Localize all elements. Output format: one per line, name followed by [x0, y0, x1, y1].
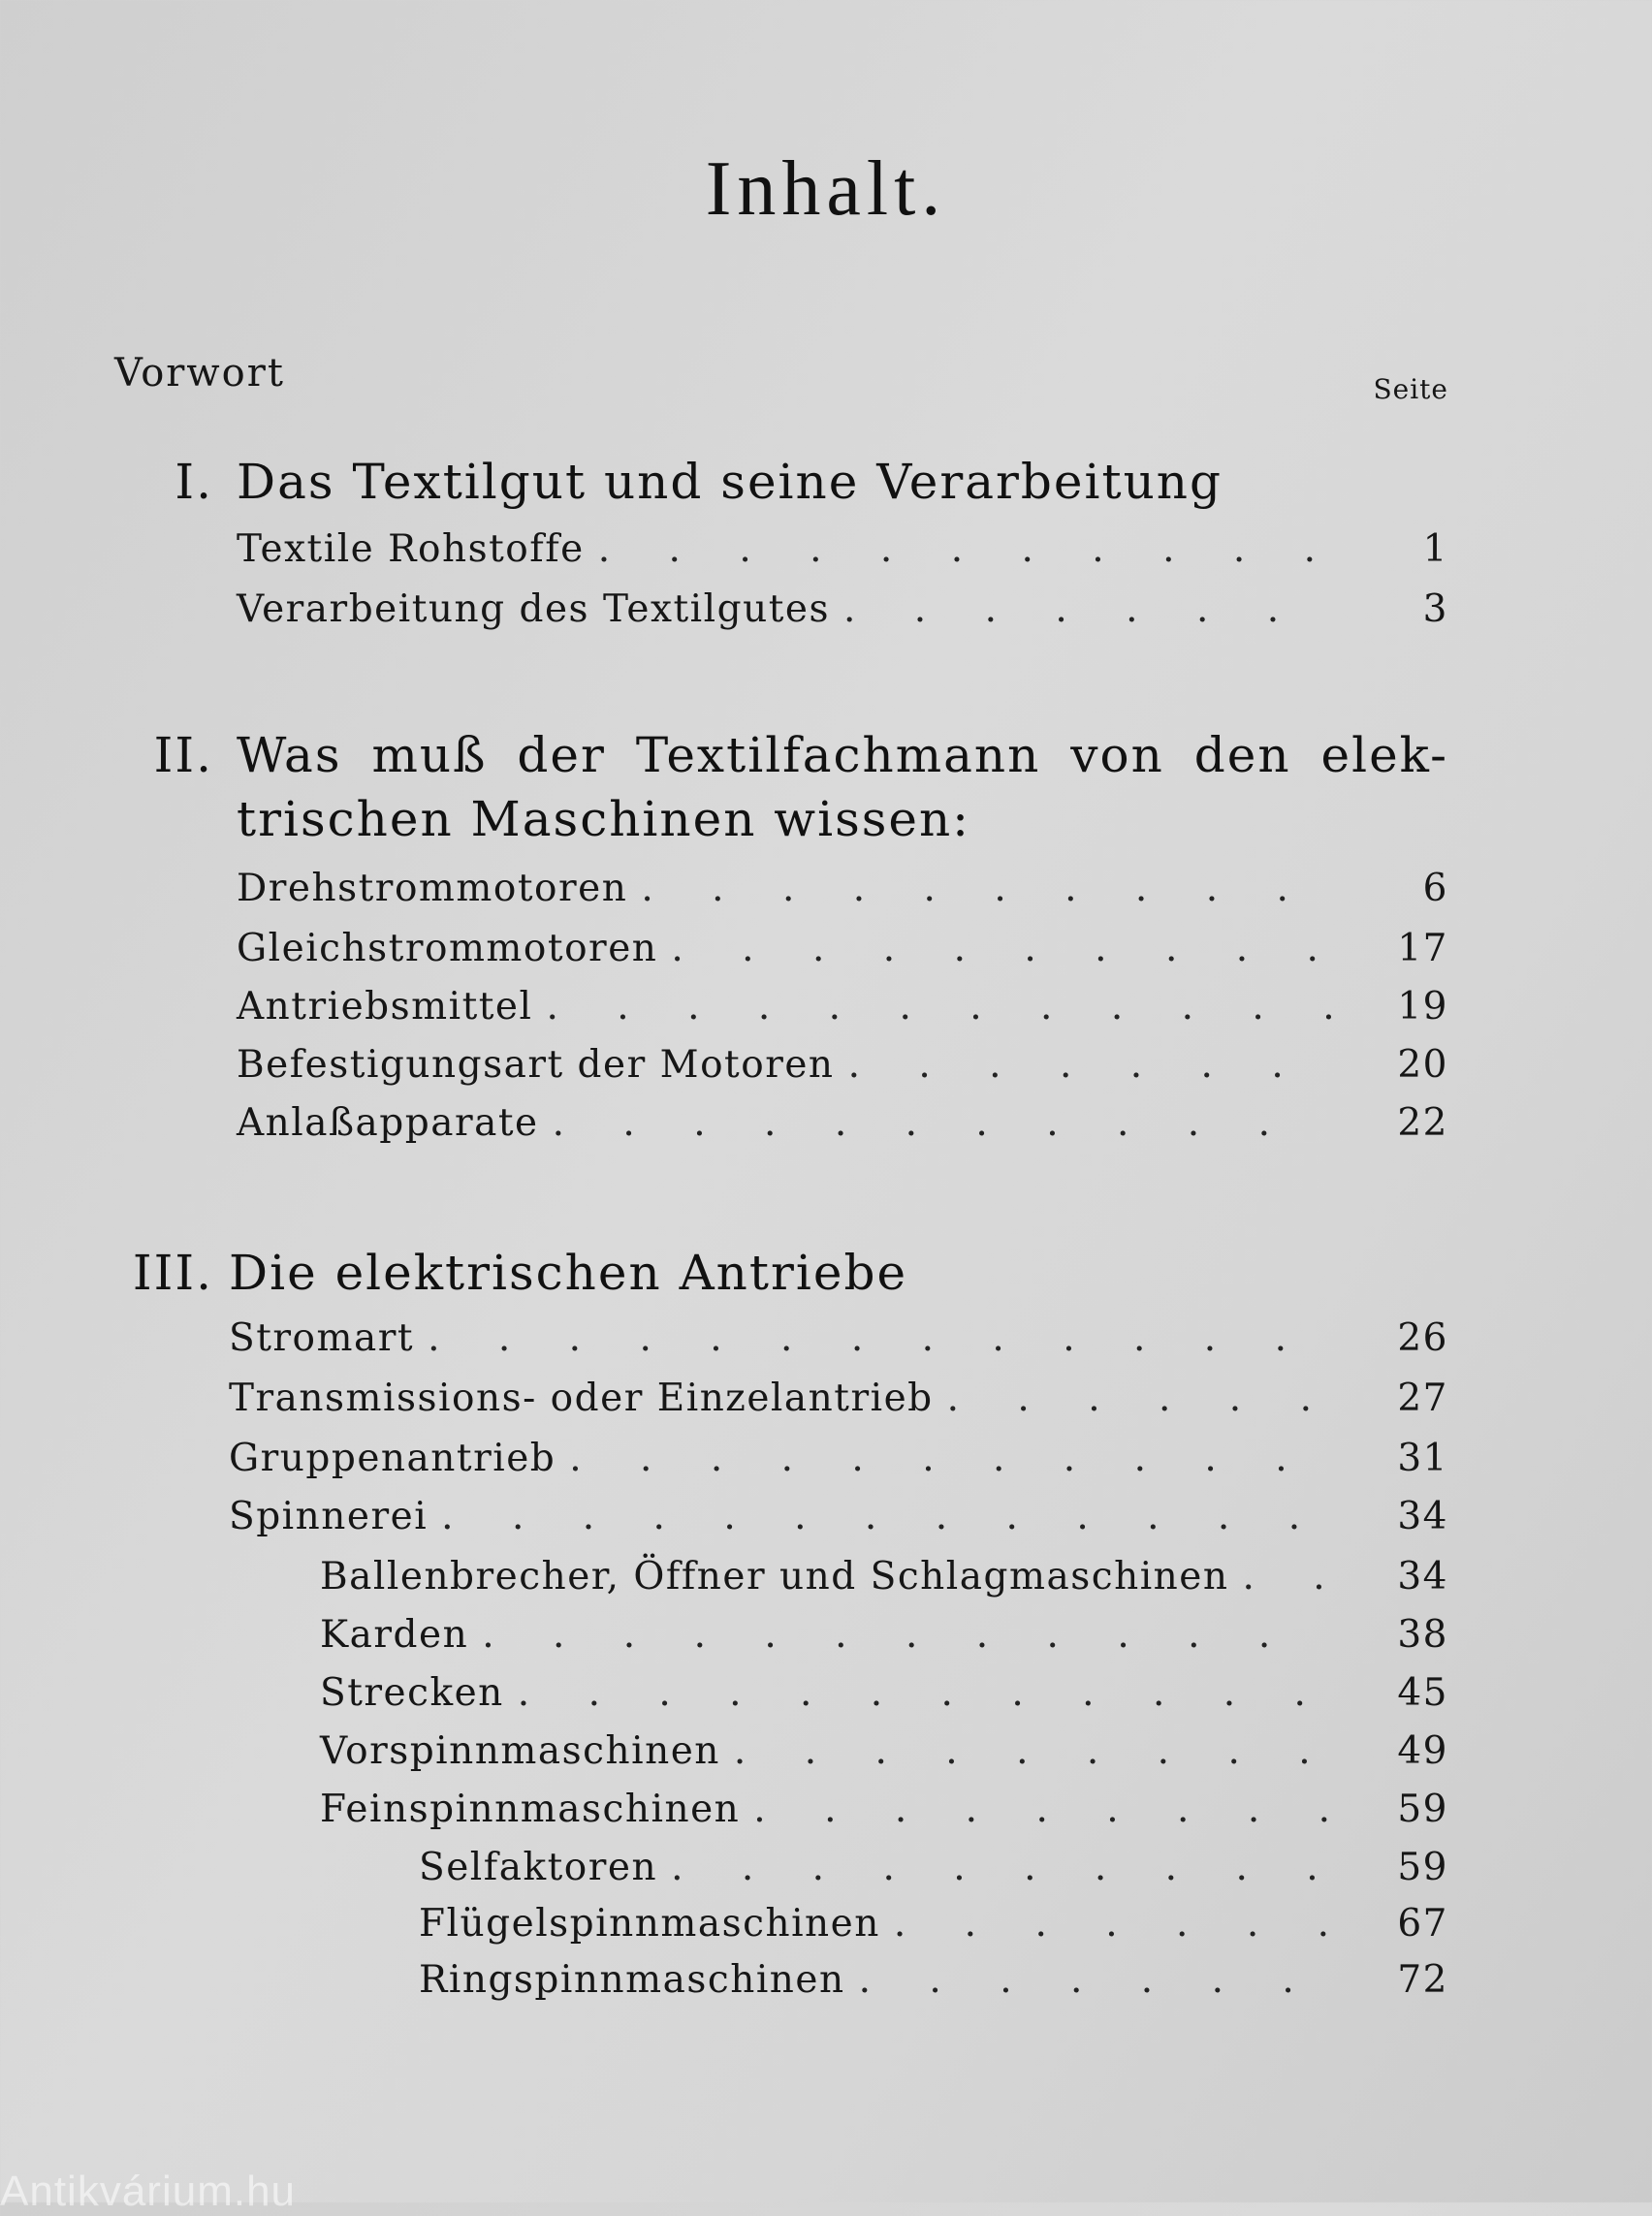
entry-label: Transmissions- oder Einzelantrieb: [229, 1377, 934, 1420]
leader-dots: [671, 1846, 1332, 1889]
entry-label: Vorspinnmaschinen: [320, 1729, 720, 1773]
section-3-heading: [0, 1241, 1652, 1309]
entry-page: 67: [1397, 1902, 1448, 1946]
page-title: Inhalt.: [705, 146, 947, 232]
toc-entry-sub: [320, 1671, 1448, 1725]
leader-dots: [598, 527, 1332, 571]
entry-page: 59: [1397, 1846, 1448, 1889]
entry-label: Befestigungsart der Motoren: [237, 1043, 835, 1087]
entry-label: Flügelspinnmaschinen: [419, 1902, 880, 1946]
leader-dots: [843, 587, 1332, 631]
toc-entry: [237, 927, 1448, 981]
section-1-heading: [0, 450, 1652, 518]
toc-entry: [229, 1377, 1448, 1431]
entry-label: Spinnerei: [229, 1495, 429, 1538]
entry-page: 20: [1397, 1043, 1448, 1087]
entry-label: Gleichstrommotoren: [237, 927, 658, 970]
entry-page: 59: [1397, 1788, 1448, 1831]
toc-entry-subsub: [419, 1958, 1448, 2012]
toc-entry: [237, 867, 1448, 921]
toc-entry: [237, 985, 1448, 1039]
leader-dots: [569, 1437, 1332, 1480]
entry-label: Textile Rohstoffe: [237, 527, 585, 571]
toc-entry: [237, 1101, 1448, 1155]
entry-label: Ballenbrecher, Öffner und Schlagmaschinen: [320, 1555, 1229, 1599]
seite-label: Seite: [1373, 373, 1448, 405]
entry-label: Karden: [320, 1613, 469, 1657]
leader-dots: [894, 1902, 1332, 1946]
entry-page: 3: [1422, 587, 1448, 631]
leader-dots: [518, 1671, 1332, 1715]
toc-entry: [229, 1495, 1448, 1549]
toc-entry: [237, 527, 1448, 582]
entry-page: 22: [1397, 1101, 1448, 1145]
leader-dots: [753, 1788, 1332, 1831]
vorwort-entry: Vorwort: [114, 351, 285, 396]
toc-entry: [237, 1043, 1448, 1097]
toc-entry: [229, 1437, 1448, 1491]
leader-dots: [641, 867, 1332, 910]
entry-page: 72: [1397, 1958, 1448, 2002]
entry-page: 6: [1422, 867, 1448, 910]
entry-page: 19: [1397, 985, 1448, 1029]
leader-dots: [546, 985, 1332, 1029]
section-title: Das Textilgut und seine Verarbeitung: [237, 454, 1223, 510]
entry-page: 17: [1397, 927, 1448, 970]
toc-entry-subsub: [419, 1902, 1448, 1956]
leader-dots: [553, 1101, 1332, 1145]
leader-dots: [482, 1613, 1332, 1657]
entry-label: Feinspinnmaschinen: [320, 1788, 741, 1831]
leader-dots: [734, 1729, 1332, 1773]
section-title: Die elektrischen Antriebe: [229, 1245, 908, 1301]
leader-dots: [441, 1495, 1332, 1538]
entry-page: 26: [1397, 1316, 1448, 1360]
section-number: III.: [132, 1245, 213, 1301]
entry-page: 31: [1397, 1437, 1448, 1480]
entry-page: 49: [1397, 1729, 1448, 1773]
section-number: II.: [153, 727, 213, 783]
entry-page: 45: [1397, 1671, 1448, 1715]
leader-dots: [859, 1958, 1332, 2002]
entry-label: Ringspinnmaschinen: [419, 1958, 845, 2002]
toc-entry: [237, 587, 1448, 642]
entry-page: 27: [1397, 1377, 1448, 1420]
toc-entry-sub: [320, 1788, 1448, 1842]
entry-label: Stromart: [229, 1316, 415, 1360]
entry-page: 38: [1397, 1613, 1448, 1657]
entry-page: 34: [1397, 1495, 1448, 1538]
entry-page: 1: [1422, 527, 1448, 571]
leader-dots: [848, 1043, 1332, 1087]
section-2-heading: [0, 723, 1652, 859]
entry-label: Strecken: [320, 1671, 504, 1715]
leader-dots: [947, 1377, 1332, 1420]
entry-label: Antriebsmittel: [237, 985, 533, 1029]
entry-label: Drehstrommotoren: [237, 867, 628, 910]
toc-entry-sub: [320, 1729, 1448, 1784]
entry-label: Verarbeitung des Textilgutes: [237, 587, 830, 631]
entry-label: Selfaktoren: [419, 1846, 658, 1889]
entry-label: Gruppenantrieb: [229, 1437, 556, 1480]
section-number: I.: [175, 454, 213, 510]
section-title-line-2: trischen Maschinen wissen:: [237, 791, 971, 847]
section-title-line-1: Was muß der Textilfachmann von den elek-: [237, 727, 1448, 783]
leader-dots: [1242, 1555, 1332, 1599]
entry-page: 34: [1397, 1555, 1448, 1599]
toc-entry-sub: [320, 1613, 1448, 1667]
toc-entry-subsub: [419, 1846, 1448, 1900]
leader-dots: [671, 927, 1332, 970]
watermark: Antikvárium.hu: [0, 2168, 297, 2215]
entry-label: Anlaßapparate: [237, 1101, 539, 1145]
toc-entry: [229, 1316, 1448, 1371]
toc-entry-sub: [320, 1555, 1448, 1609]
leader-dots: [428, 1316, 1332, 1360]
